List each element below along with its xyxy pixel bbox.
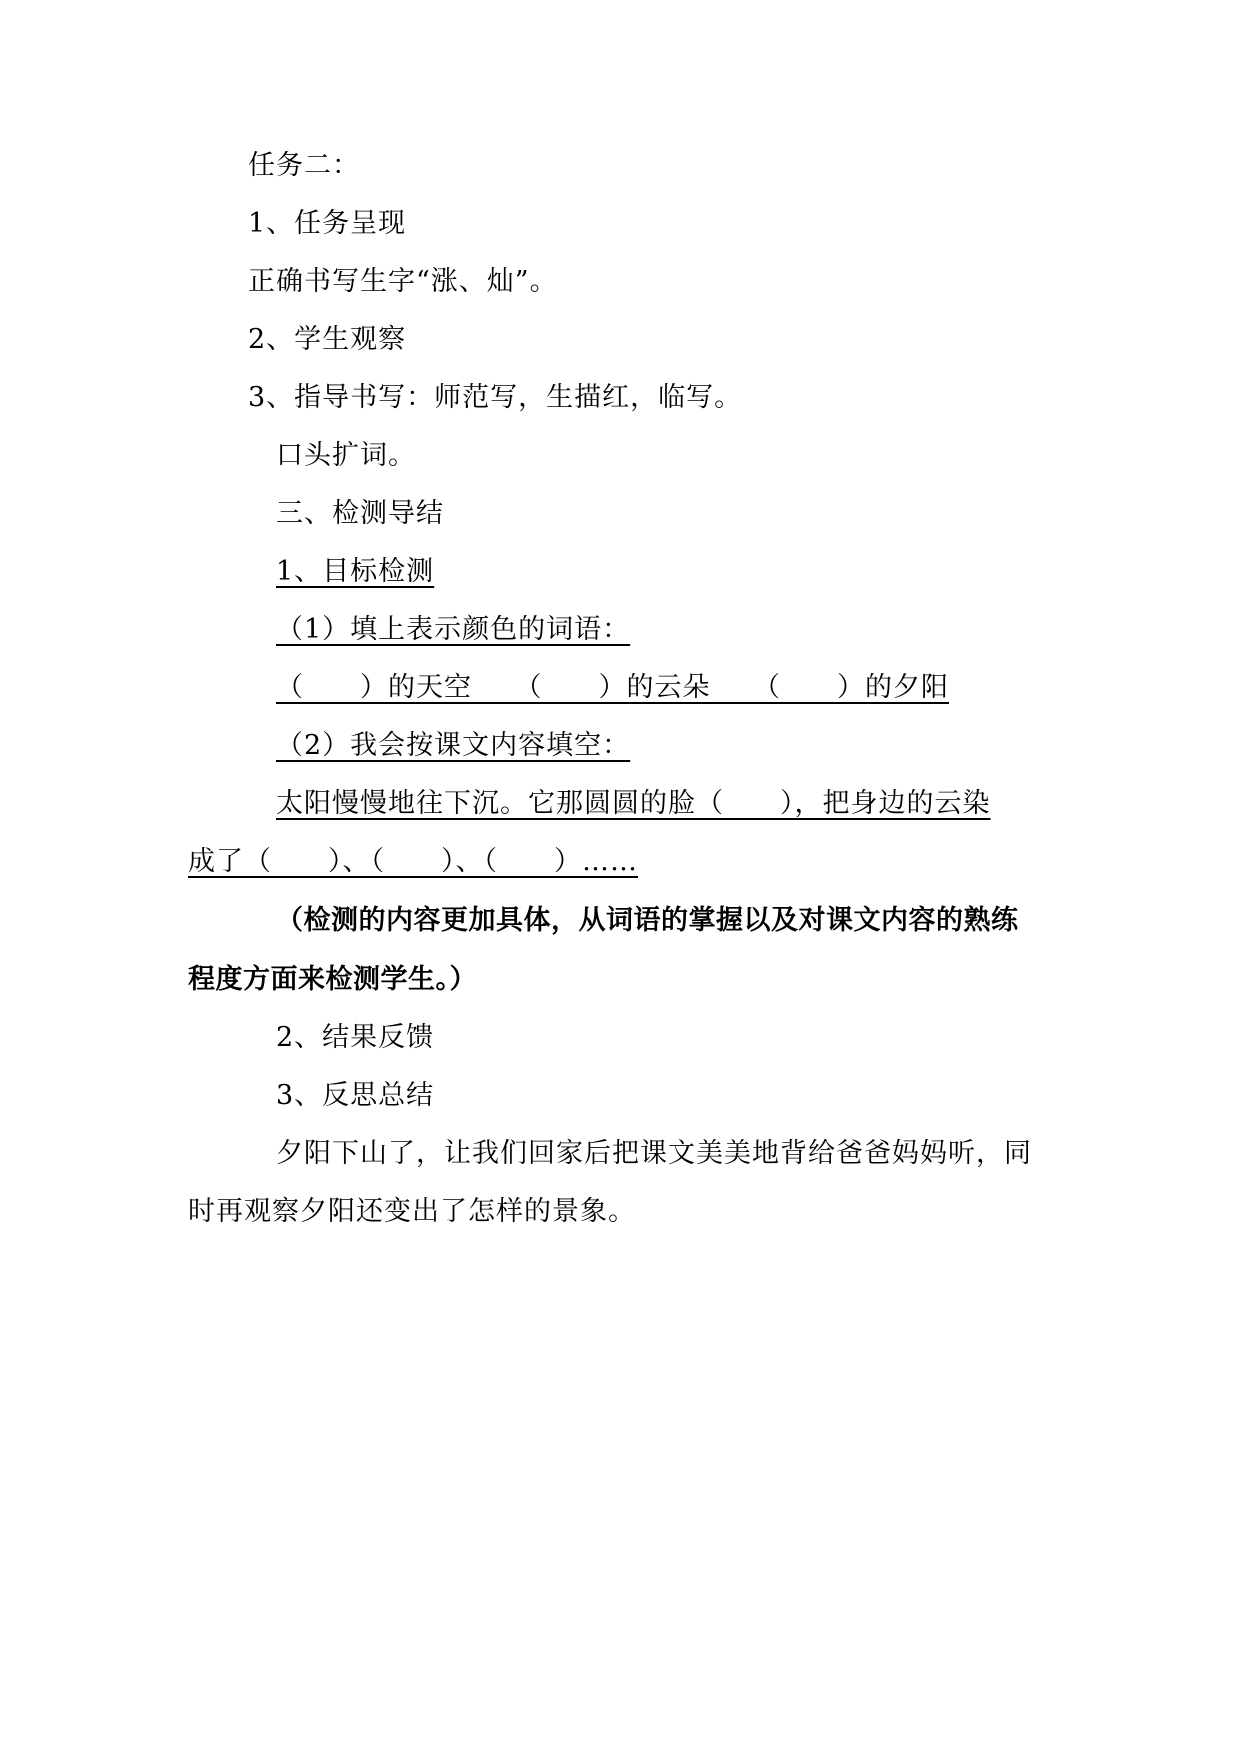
- closing-text-line-two: 时再观察夕阳还变出了怎样的景象。: [188, 1196, 636, 1227]
- fill-text-heading: （2）我会按课文内容填空：: [276, 730, 631, 761]
- fill-color-words-blanks: （ ）的天空 （ ）的云朵 （ ）的夕阳: [276, 672, 949, 703]
- task-present-heading: 1、任务呈现: [248, 208, 407, 239]
- closing-text-line-one: 夕阳下山了，让我们回家后把课文美美地背给爸爸妈妈听，同: [276, 1138, 1032, 1169]
- task-present-text: 正确书写生字“涨、灿”。: [248, 266, 558, 297]
- test-note-line-one: （检测的内容更加具体，从词语的掌握以及对课文内容的熟练: [276, 905, 1019, 936]
- section-three-heading: 三、检测导结: [276, 498, 444, 529]
- result-feedback-heading: 2、结果反馈: [276, 1022, 435, 1053]
- test-note-line-two: 程度方面来检测学生。）: [188, 964, 477, 995]
- fill-text-line-one: 太阳慢慢地往下沉。它那圆圆的脸（ ），把身边的云染: [276, 788, 991, 819]
- fill-text-line-two: 成了（ ）、（ ）、（ ）……: [188, 846, 638, 877]
- reflection-summary-heading: 3、反思总结: [276, 1080, 435, 1111]
- oral-expansion-text: 口头扩词。: [276, 440, 416, 471]
- target-test-heading: 1、目标检测: [276, 556, 435, 587]
- task-two-heading: 任务二：: [248, 150, 360, 181]
- student-observe-heading: 2、学生观察: [248, 324, 407, 355]
- fill-color-words-heading: （1）填上表示颜色的词语：: [276, 614, 631, 645]
- writing-guidance-heading: 3、指导书写：师范写，生描红，临写。: [248, 382, 743, 413]
